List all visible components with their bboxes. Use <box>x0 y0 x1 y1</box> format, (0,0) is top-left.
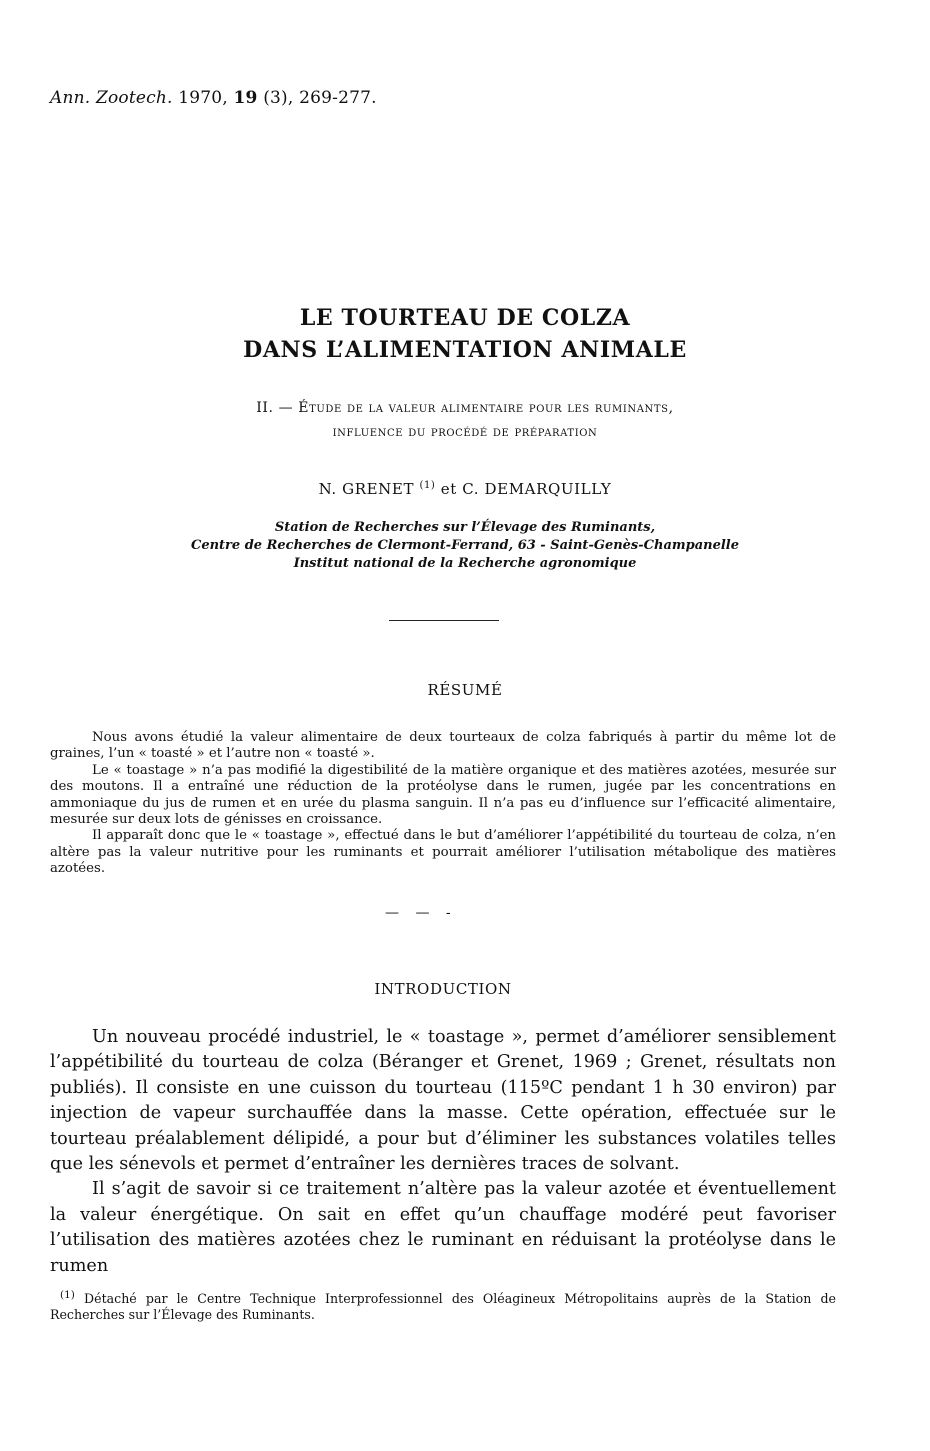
journal-name: Ann. Zootech. <box>50 88 173 108</box>
section-divider <box>389 620 499 621</box>
issue-pages: (3), 269-277. <box>263 88 377 108</box>
article-title <box>0 302 930 366</box>
journal-citation <box>50 88 377 108</box>
affiliation-line-2: Centre de Recherches de Clermont-Ferrand, 63 - Saint-Genès-Champanelle <box>190 538 740 553</box>
abstract-paragraph: Il apparaît donc que le « toastage », effectué dans le but d’améliorer l’appétibilité du tourteau de colza, n’en altère pas la valeur nutritive pour les ruminants et pourrait améliorer l’utilisation métabolique des matières azotées. <box>50 828 836 877</box>
affiliation-block <box>0 519 930 573</box>
footnote <box>50 1288 836 1322</box>
author-list <box>0 480 930 498</box>
footnote-marker: (1) <box>60 1289 75 1301</box>
resume-abstract <box>50 730 836 878</box>
author-connector: et <box>440 480 457 498</box>
author-footnote-marker: (1) <box>419 480 436 491</box>
affiliation-line-1: Station de Recherches sur l’Élevage des Ruminants, <box>274 520 656 535</box>
article-subtitle <box>0 396 930 444</box>
abstract-paragraph: Nous avons étudié la valeur alimentaire de deux tourteaux de colza fabriqués à partir du même lot de graines, l’un « toasté » et l’autre non « toasté ». <box>50 730 836 762</box>
introduction-body <box>50 1025 836 1279</box>
author-1: N. GRENET <box>318 480 415 498</box>
body-paragraph: Un nouveau procédé industriel, le « toastage », permet d’améliorer sensiblement l’appétibilité du tourteau de colza (Béranger et Grenet, 1969 ; Grenet, résultats non publiés). Il consiste en une cuisson du tourteau (115ºC pendant 1 h 30 environ) par injection de vapeur surchauffée dans la masse. Cette opération, effectuée sur le tourteau préalablement délipidé, a pour but d’éliminer les substances volatiles telles que les sénevols et permet d’entraîner les dernières traces de solvant. <box>50 1027 836 1175</box>
title-line-1: LE TOURTEAU DE COLZA <box>299 305 631 331</box>
subtitle-line-2: influence du procédé de préparation <box>332 424 598 440</box>
abstract-paragraph: Le « toastage » n’a pas modifié la digestibilité de la matière organique et des matières azotées, mesurée sur des moutons. Il a entraîné une réduction de la protéolyse dans le rumen, jugée par les concentrations en ammoniaque du jus de rumen et en urée du plasma sanguin. Il n’a pas eu d’influence sur l’efficacité alimentaire, mesurée sur deux lots de génisses en croissance. <box>50 762 836 828</box>
affiliation-line-3: Institut national de la Recherche agronomique <box>293 556 637 571</box>
footnote-text <box>50 1288 836 1322</box>
author-2: C. DEMARQUILLY <box>462 480 612 498</box>
resume-heading: RÉSUMÉ <box>427 681 503 699</box>
publication-year: 1970, <box>178 88 228 108</box>
introduction-heading: INTRODUCTION <box>374 980 512 998</box>
footnote-body: Détaché par le Centre Technique Interprofessionnel des Oléagineux Métropolitains auprès de la Station de Recherches sur l’Élevage des Ruminants. <box>50 1291 836 1322</box>
body-paragraph: Il s’agit de savoir si ce traitement n’altère pas la valeur azotée et éventuellement la valeur énergétique. On sait en effet qu’un chauffage modéré peut favoriser l’utilisation des matières azotées chez le ruminant en réduisant la protéolyse dans le rumen <box>50 1179 836 1276</box>
abstract-separator: — — - <box>385 905 457 921</box>
title-line-2: DANS L’ALIMENTATION ANIMALE <box>243 337 687 363</box>
volume-number: 19 <box>233 88 258 108</box>
subtitle-line-1: II. — Étude de la valeur alimentaire pour les ruminants, <box>256 400 674 416</box>
